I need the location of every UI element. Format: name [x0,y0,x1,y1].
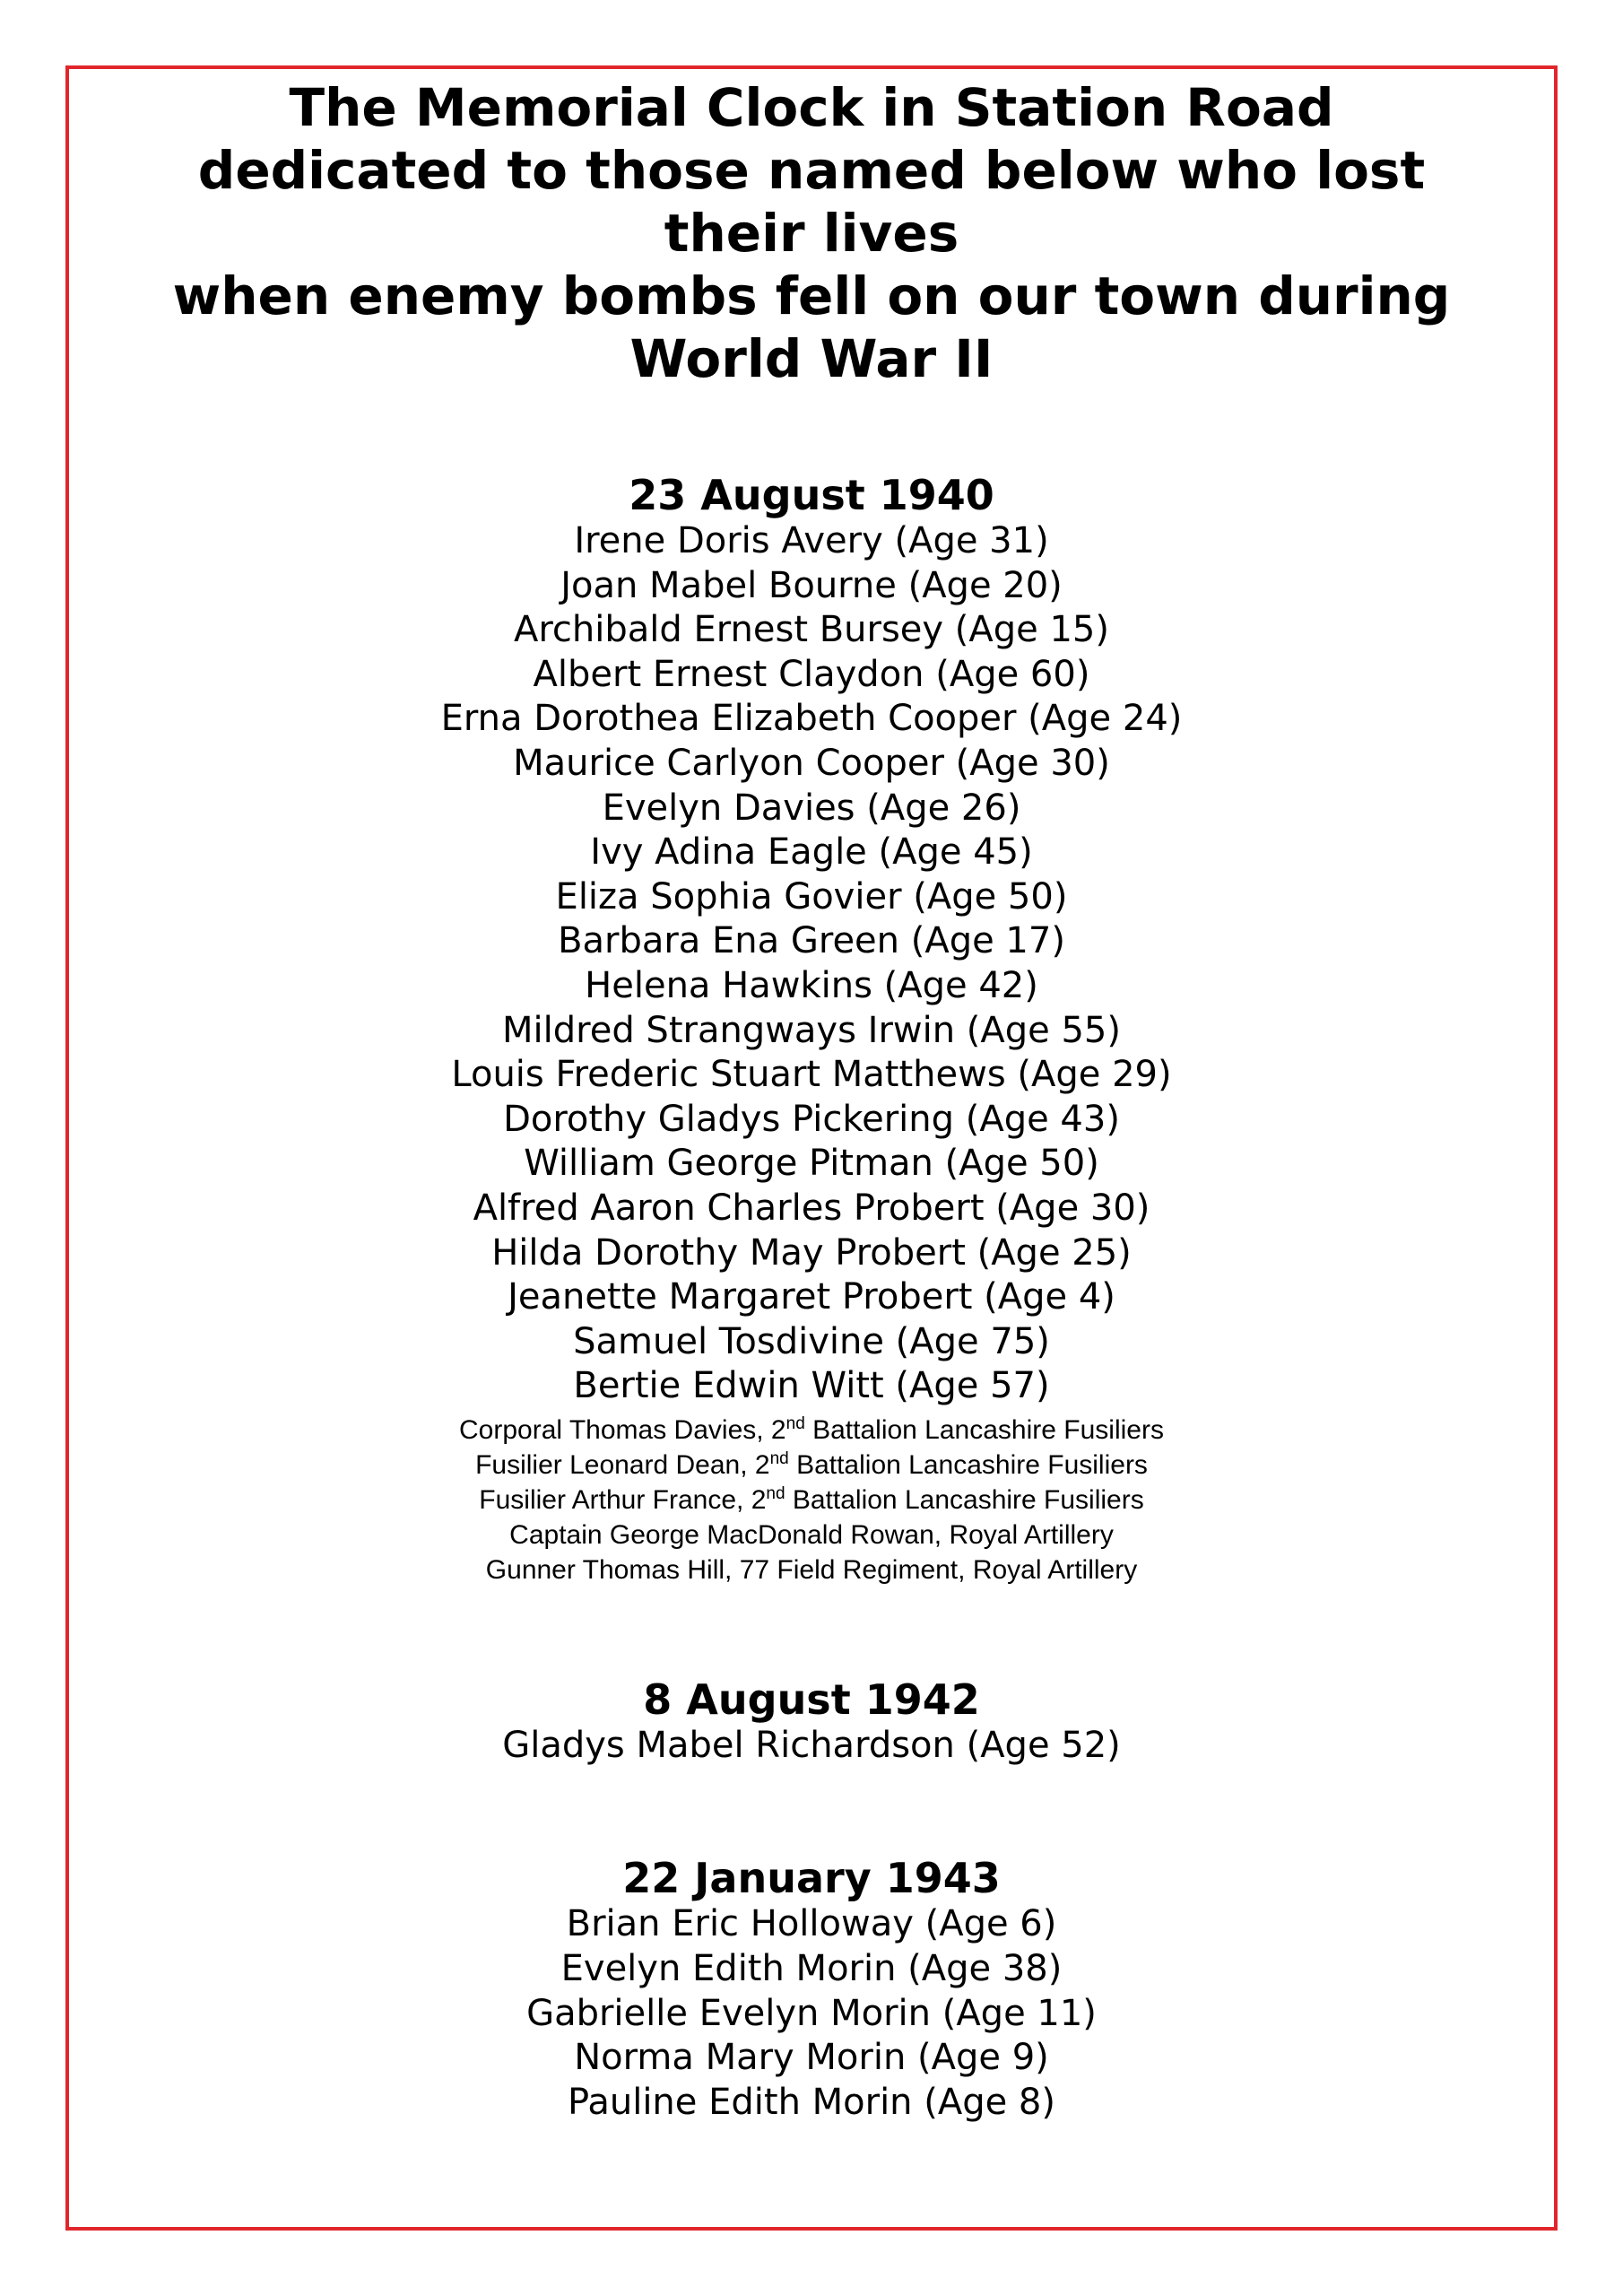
name-entry: Bertie Edwin Witt (Age 57) [573,1365,1050,1407]
name-entry: Dorothy Gladys Pickering (Age 43) [503,1098,1120,1140]
section-23-august-1940 [69,471,1554,1587]
civilian-names-list [69,1902,1554,2125]
civilian-names-list [69,1724,1554,1769]
name-entry: Jeanette Margaret Probert (Age 4) [508,1276,1115,1318]
name-entry: Evelyn Edith Morin (Age 38) [560,1948,1063,1990]
name-entry: Pauline Edith Morin (Age 8) [568,2081,1055,2123]
military-entry-name: Fusilier Arthur France, 2 [479,1484,767,1515]
ordinal-suffix: nd [769,1448,789,1468]
title-line: World War II [629,328,994,389]
memorial-document [69,76,1554,2125]
name-entry: Maurice Carlyon Cooper (Age 30) [513,742,1110,784]
name-entry: Albert Ernest Claydon (Age 60) [533,653,1090,695]
name-entry: Evelyn Davies (Age 26) [602,787,1021,829]
name-entry: Archibald Ernest Bursey (Age 15) [514,609,1109,651]
title-line: The Memorial Clock in Station Road [289,77,1334,138]
name-entry: Hilda Dorothy May Probert (Age 25) [491,1231,1132,1274]
section-date: 22 January 1943 [622,1854,1001,1903]
military-entry [69,1413,1554,1448]
name-entry: Mildred Strangways Irwin (Age 55) [502,1009,1121,1051]
military-entry [69,1448,1554,1483]
title-line: dedicated to those named below who lost [197,140,1426,201]
name-entry: Barbara Ena Green (Age 17) [558,920,1065,962]
name-entry: Ivy Adina Eagle (Age 45) [590,831,1033,874]
name-entry: Louis Frederic Stuart Matthews (Age 29) [451,1054,1172,1096]
section-22-january-1943 [69,1854,1554,2125]
name-entry: Norma Mary Morin (Age 9) [574,2037,1049,2079]
name-entry: Helena Hawkins (Age 42) [585,964,1038,1006]
name-entry: Irene Doris Avery (Age 31) [574,520,1049,561]
title-line: when enemy bombs fell on our town during [172,265,1451,326]
military-entry-name: Fusilier Leonard Dean, 2 [475,1449,770,1480]
section-date: 23 August 1940 [629,471,994,519]
section-8-august-1942 [69,1675,1554,1769]
military-entry [69,1552,1554,1587]
military-entry-unit: Battalion Lancashire Fusiliers [788,1449,1148,1480]
civilian-names-list [69,519,1554,1409]
military-entry-unit: Battalion Lancashire Fusiliers [785,1484,1144,1515]
name-entry: Gladys Mabel Richardson (Age 52) [502,1724,1121,1766]
name-entry: Brian Eric Holloway (Age 6) [566,1903,1057,1945]
military-entry-name: Corporal Thomas Davies, 2 [459,1414,786,1445]
memorial-title [69,76,1554,390]
title-line: their lives [664,203,959,264]
name-entry: Alfred Aaron Charles Probert (Age 30) [473,1187,1150,1229]
name-entry: Erna Dorothea Elizabeth Cooper (Age 24) [440,698,1183,740]
military-entry-unit: Battalion Lancashire Fusiliers [804,1414,1164,1445]
name-entry: William George Pitman (Age 50) [524,1143,1099,1185]
military-names-list [69,1413,1554,1587]
name-entry: Samuel Tosdivine (Age 75) [573,1320,1050,1362]
name-entry: Joan Mabel Bourne (Age 20) [560,564,1063,606]
military-entry-name: Captain George MacDonald Rowan, Royal Artillery [509,1519,1114,1550]
military-entry [69,1483,1554,1518]
ordinal-suffix: nd [766,1483,785,1503]
military-entry-name: Gunner Thomas Hill, 77 Field Regiment, Royal Artillery [485,1554,1138,1585]
name-entry: Gabrielle Evelyn Morin (Age 11) [526,1992,1097,2034]
military-entry [69,1518,1554,1552]
name-entry: Eliza Sophia Govier (Age 50) [555,875,1068,918]
ordinal-suffix: nd [785,1413,805,1433]
section-date: 8 August 1942 [643,1674,980,1724]
